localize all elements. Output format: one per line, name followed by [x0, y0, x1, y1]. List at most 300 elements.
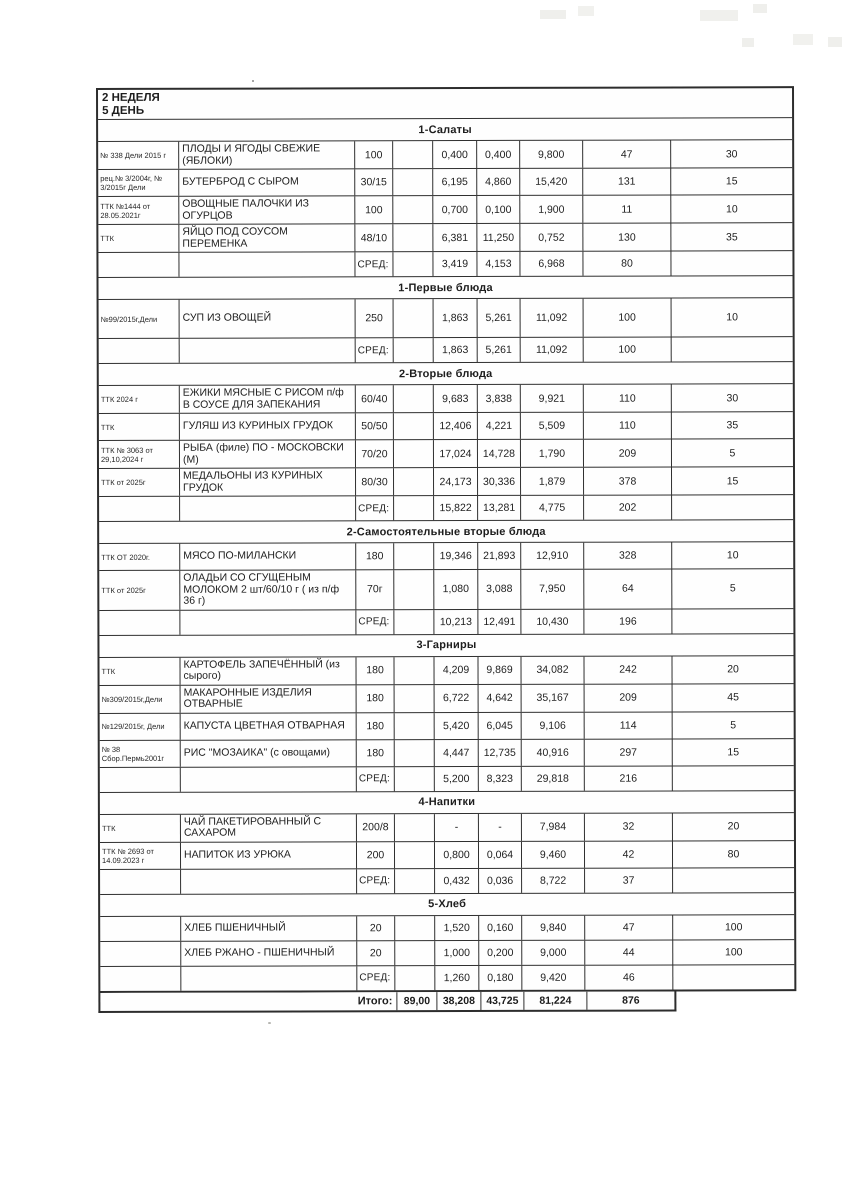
protein-cell: 6,195	[432, 169, 476, 195]
percent-cell: 5	[671, 439, 793, 466]
fat-cell: 4,221	[477, 413, 520, 439]
section-header-row	[99, 361, 793, 385]
recipe-ref-cell: ТТК	[101, 666, 116, 676]
spacer-cell	[394, 767, 434, 791]
percent-cell	[672, 868, 794, 892]
kcal-cell: 42	[584, 841, 672, 867]
totals-fat: 43,725	[480, 991, 523, 1009]
percent-cell: 30	[671, 384, 793, 411]
protein-cell: 4,209	[433, 657, 477, 684]
scan-artifact	[828, 37, 842, 47]
recipe-ref-cell: рец.№ 3/2004г, № 3/2015г Дели	[100, 173, 163, 192]
portion-cell: 100	[354, 196, 392, 223]
dish-name-cell	[179, 338, 355, 362]
carbs-cell: 40,916	[521, 739, 584, 765]
protein-cell: 0,700	[432, 196, 476, 223]
avg-kcal-cell: 100	[583, 337, 671, 361]
recipe-ref-cell: ТТК 2024 г	[100, 394, 138, 404]
portion-cell: 20	[356, 916, 394, 940]
dish-name-cell: РЫБА (филе) ПО - МОСКОВСКИ (М)	[179, 440, 355, 467]
carbs-cell: 34,082	[520, 656, 583, 683]
avg-label: СРЕД:	[356, 767, 394, 791]
day-label: 5 ДЕНЬ	[102, 104, 145, 117]
protein-cell: 1,000	[434, 941, 478, 965]
scan-artifact	[742, 38, 754, 47]
recipe-ref-cell: ТТК	[100, 233, 114, 243]
scan-artifact	[578, 6, 594, 16]
avg-label: СРЕД:	[356, 869, 394, 893]
dish-name-cell: СУП ИЗ ОВОЩЕЙ	[179, 299, 355, 337]
percent-cell: 100	[672, 940, 794, 964]
carbs-cell: 9,460	[521, 841, 584, 867]
kcal-cell: 242	[583, 656, 671, 683]
percent-cell: 10	[670, 195, 792, 222]
portion-cell: 50/50	[355, 413, 393, 439]
avg-carbs-cell: 11,092	[520, 338, 583, 362]
protein-cell: 4,447	[434, 740, 478, 766]
percent-cell: 10	[671, 298, 793, 336]
kcal-cell: 47	[584, 915, 672, 939]
percent-cell	[672, 766, 794, 790]
spacer-cell	[393, 657, 433, 684]
section	[99, 519, 793, 634]
totals-carbs: 81,224	[523, 991, 586, 1009]
kcal-cell: 297	[584, 739, 672, 765]
percent-cell: 5	[671, 569, 793, 608]
recipe-ref-cell	[99, 610, 179, 634]
fat-cell: 21,893	[477, 543, 520, 569]
avg-protein-cell: 10,213	[433, 610, 477, 634]
section-header-row	[99, 633, 793, 657]
recipe-ref-cell: ТТК	[100, 422, 115, 432]
percent-cell: 20	[672, 813, 794, 840]
portion-cell: 20	[356, 941, 394, 965]
fat-cell: 4,860	[476, 169, 519, 195]
percent-cell: 80	[672, 841, 794, 867]
dish-row	[98, 222, 792, 252]
dish-row	[98, 139, 792, 169]
protein-cell: 17,024	[433, 440, 477, 467]
fat-cell: 0,200	[478, 940, 521, 964]
average-row	[99, 336, 793, 363]
section	[99, 361, 793, 521]
spacer-cell	[392, 141, 432, 168]
recipe-ref-cell: ТТК ОТ 2020г.	[101, 552, 150, 562]
avg-label: СРЕД:	[356, 966, 394, 990]
dish-name-cell: ПЛОДЫ И ЯГОДЫ СВЕЖИЕ (ЯБЛОКИ)	[178, 141, 354, 168]
dish-name-cell: ХЛЕБ РЖАНО - ПШЕНИЧНЫЙ	[180, 941, 356, 965]
portion-cell: 80/30	[355, 468, 393, 495]
carbs-cell: 12,910	[520, 543, 583, 569]
carbs-cell: 5,509	[520, 413, 583, 439]
section	[98, 117, 792, 277]
avg-fat-cell: 5,261	[477, 338, 520, 362]
spacer-cell	[393, 413, 433, 439]
spacer-cell	[394, 916, 434, 940]
fat-cell: 5,261	[477, 299, 520, 337]
sections-container	[98, 117, 794, 990]
kcal-cell: 47	[582, 140, 670, 167]
spacer-cell	[392, 252, 432, 276]
portion-cell: 180	[355, 543, 393, 569]
spacer-cell	[394, 869, 434, 893]
dish-name-cell: ЯЙЦО ПОД СОУСОМ ПЕРЕМЕНКА	[178, 224, 354, 251]
scan-artifact	[540, 10, 566, 19]
carbs-cell: 1,790	[520, 440, 583, 467]
fat-cell: 3,088	[477, 570, 520, 609]
section-title: 1-Первые блюда	[398, 281, 493, 294]
scan-artifact	[700, 10, 738, 21]
scan-speck	[268, 1022, 271, 1024]
avg-fat-cell: 12,491	[477, 609, 520, 633]
fat-cell: 0,400	[476, 141, 519, 168]
protein-cell: 5,420	[434, 713, 478, 739]
avg-fat-cell: 8,323	[478, 766, 521, 790]
dish-row	[99, 438, 793, 468]
recipe-ref-cell	[100, 916, 180, 940]
dish-name-cell: ГУЛЯШ ИЗ КУРИНЫХ ГРУДОК	[179, 413, 355, 439]
spacer-cell	[392, 169, 432, 195]
fat-cell: 30,336	[477, 468, 520, 495]
portion-cell: 60/40	[355, 385, 393, 412]
spacer-cell	[394, 941, 434, 965]
scan-speck	[252, 80, 254, 82]
carbs-cell: 1,900	[519, 196, 582, 223]
fat-cell: 0,100	[476, 196, 519, 223]
carbs-cell: 11,092	[520, 299, 583, 337]
spacer-cell	[394, 685, 434, 712]
dish-name-cell	[180, 869, 356, 893]
recipe-ref-cell	[98, 253, 178, 277]
portion-cell: 180	[356, 713, 394, 739]
average-row	[100, 867, 794, 894]
spacer-cell	[394, 713, 434, 739]
fat-cell: 11,250	[476, 224, 519, 251]
spacer-cell	[393, 496, 433, 520]
recipe-ref-cell: ТТК от 2025г	[101, 477, 146, 487]
portion-cell: 200/8	[356, 814, 394, 841]
protein-cell: 0,800	[434, 842, 478, 868]
dish-row	[100, 711, 794, 740]
dish-name-cell: РИС "МОЗАИКА" (с овощами)	[180, 740, 356, 766]
dish-name-cell: БУТЕРБРОД С СЫРОМ	[178, 169, 354, 195]
avg-label: СРЕД:	[355, 338, 393, 362]
protein-cell: 0,400	[432, 141, 476, 168]
dish-name-cell	[178, 252, 354, 276]
carbs-cell: 0,752	[519, 224, 582, 251]
kcal-cell: 11	[582, 195, 670, 222]
protein-cell: 1,520	[434, 916, 478, 940]
spacer-cell	[393, 385, 433, 412]
spacer-cell	[394, 842, 434, 868]
fat-cell: 0,160	[478, 915, 521, 939]
recipe-ref-cell: №129/2015г, Дели	[101, 721, 165, 731]
protein-cell: 6,381	[432, 224, 476, 251]
percent-cell: 15	[672, 739, 794, 765]
kcal-cell: 328	[583, 542, 671, 568]
percent-cell: 5	[672, 712, 794, 738]
avg-carbs-cell: 8,722	[521, 868, 584, 892]
dish-row	[100, 812, 794, 842]
avg-protein-cell: 3,419	[432, 252, 476, 276]
carbs-cell: 1,879	[520, 468, 583, 495]
carbs-cell: 9,800	[519, 141, 582, 168]
avg-protein-cell: 0,432	[434, 869, 478, 893]
scan-artifact	[753, 4, 767, 13]
menu-table-block	[96, 86, 796, 1012]
carbs-cell: 9,921	[520, 385, 583, 412]
carbs-cell: 7,950	[520, 570, 583, 609]
dish-row	[99, 383, 793, 413]
dish-name-cell: МЯСО ПО-МИЛАНСКИ	[179, 543, 355, 569]
dish-row	[100, 840, 794, 869]
dish-row	[98, 167, 792, 196]
spacer-cell	[392, 224, 432, 251]
dish-name-cell: ОЛАДЬИ СО СГУЩЕНЫМ МОЛОКОМ 2 шт/60/10 г ( из п/ф 36 г)	[179, 570, 355, 609]
average-row	[100, 964, 794, 991]
totals-protein: 38,208	[436, 991, 480, 1009]
recipe-ref-cell: ТТК	[101, 823, 116, 833]
kcal-cell: 209	[584, 684, 672, 711]
recipe-ref-cell: ТТК № 2693 от 14.09.2023 г	[101, 846, 154, 865]
spacer-cell	[393, 338, 433, 362]
week-day-header-row	[98, 88, 792, 119]
totals-label: Итого:	[357, 994, 393, 1007]
avg-fat-cell: 0,180	[478, 965, 521, 989]
fat-cell: 3,838	[477, 385, 520, 412]
portion-cell: 200	[356, 842, 394, 868]
recipe-ref-cell	[99, 339, 179, 363]
kcal-cell: 209	[583, 439, 671, 466]
scan-artifact	[793, 34, 813, 45]
carbs-cell: 7,984	[521, 813, 584, 840]
portion-cell: 70г	[355, 570, 393, 609]
carbs-cell: 15,420	[519, 169, 582, 195]
kcal-cell: 131	[582, 168, 670, 194]
percent-cell	[671, 495, 793, 519]
protein-cell: 19,346	[433, 543, 477, 569]
recipe-ref-cell: № 38 Сбор.Пермь2001г	[101, 744, 165, 763]
dish-name-cell	[180, 767, 356, 791]
section-header-row	[99, 519, 793, 543]
dish-row	[99, 568, 793, 609]
avg-kcal-cell: 196	[583, 609, 671, 633]
kcal-cell: 32	[584, 813, 672, 840]
kcal-cell: 64	[583, 569, 671, 608]
dish-name-cell: НАПИТОК ИЗ УРЮКА	[180, 842, 356, 868]
protein-cell: 1,080	[433, 570, 477, 609]
kcal-cell: 378	[583, 467, 671, 494]
spacer-cell	[393, 570, 433, 609]
portion-cell: 180	[356, 685, 394, 712]
fat-cell: 4,642	[478, 684, 521, 711]
recipe-ref-cell: ТТК № 3063 от 29,10,2024 г	[100, 445, 153, 464]
spacer-cell	[393, 299, 433, 337]
dish-row	[99, 411, 793, 440]
totals-row	[98, 991, 676, 1013]
avg-fat-cell: 13,281	[477, 496, 520, 520]
spacer-cell	[394, 966, 434, 990]
totals-kcal: 876	[586, 991, 674, 1009]
recipe-ref-cell	[100, 966, 180, 990]
average-row	[98, 250, 792, 277]
percent-cell: 15	[671, 467, 793, 494]
avg-label: СРЕД:	[354, 252, 392, 276]
carbs-cell: 9,840	[521, 915, 584, 939]
recipe-ref-cell	[100, 941, 180, 965]
avg-fat-cell: 0,036	[478, 868, 521, 892]
protein-cell: 24,173	[433, 468, 477, 495]
dish-row	[100, 683, 794, 713]
kcal-cell: 110	[583, 384, 671, 411]
percent-cell: 45	[672, 684, 794, 711]
section	[99, 633, 793, 792]
spacer-cell	[393, 468, 433, 495]
avg-carbs-cell: 6,968	[519, 252, 582, 276]
recipe-ref-cell	[100, 869, 180, 893]
percent-cell: 15	[670, 168, 792, 194]
carbs-cell: 9,000	[521, 940, 584, 964]
recipe-ref-cell: №99/2015г,Дели	[100, 314, 158, 324]
avg-label: СРЕД:	[355, 496, 393, 520]
recipe-ref-cell: ТТК от 2025г	[101, 585, 146, 595]
spacer-cell	[394, 814, 434, 841]
totals-portion-sum: 89,00	[396, 992, 436, 1010]
section-header-row	[98, 117, 792, 141]
recipe-ref-cell: №309/2015г,Дели	[101, 694, 163, 704]
dish-name-cell: МАКАРОННЫЕ ИЗДЕЛИЯ ОТВАРНЫЕ	[180, 685, 356, 712]
average-row	[99, 608, 793, 635]
spacer-cell	[393, 610, 433, 634]
section	[98, 275, 792, 363]
protein-cell: 9,683	[433, 385, 477, 412]
fat-cell: 0,064	[478, 841, 521, 867]
dish-name-cell	[180, 966, 356, 990]
avg-kcal-cell: 202	[583, 495, 671, 519]
percent-cell: 20	[671, 656, 793, 683]
protein-cell: 1,863	[433, 299, 477, 337]
percent-cell	[672, 965, 794, 989]
portion-cell: 48/10	[354, 224, 392, 251]
avg-kcal-cell: 46	[584, 965, 672, 989]
dish-name-cell: ХЛЕБ ПШЕНИЧНЫЙ	[180, 916, 356, 940]
section-header-row	[98, 275, 792, 299]
section-title: 2-Вторые блюда	[398, 367, 493, 380]
avg-protein-cell: 15,822	[433, 496, 477, 520]
avg-protein-cell: 1,260	[434, 966, 478, 990]
dish-name-cell: ОВОЩНЫЕ ПАЛОЧКИ ИЗ ОГУРЦОВ	[178, 196, 354, 223]
dish-row	[98, 194, 792, 224]
section	[100, 790, 794, 894]
dish-row	[100, 939, 794, 966]
protein-cell: 6,722	[434, 685, 478, 712]
percent-cell: 35	[670, 223, 792, 250]
dish-row	[99, 655, 793, 685]
average-row	[99, 494, 793, 521]
dish-row	[100, 738, 794, 767]
percent-cell	[671, 337, 793, 361]
protein-cell: -	[434, 814, 478, 841]
dish-name-cell: МЕДАЛЬОНЫ ИЗ КУРИНЫХ ГРУДОК	[179, 468, 355, 495]
avg-label: СРЕД:	[355, 610, 393, 634]
section-title: 1-Салаты	[418, 123, 472, 136]
recipe-ref-cell: № 338 Дели 2015 г	[100, 150, 167, 160]
protein-cell: 12,406	[433, 413, 477, 439]
avg-protein-cell: 1,863	[433, 338, 477, 362]
percent-cell	[670, 251, 792, 275]
week-day-header-cell	[98, 88, 792, 119]
section-header-row	[100, 790, 794, 814]
kcal-cell: 100	[583, 298, 671, 336]
section-title: 2-Самостоятельные вторые блюда	[346, 525, 546, 538]
spacer-cell	[393, 543, 433, 569]
dish-name-cell: ЕЖИКИ МЯСНЫЕ С РИСОМ п/ф В СОУСЕ ДЛЯ ЗАПЕКАНИЯ	[179, 385, 355, 412]
avg-protein-cell: 5,200	[434, 767, 478, 791]
dish-row	[99, 466, 793, 496]
week-label: 2 НЕДЕЛЯ	[102, 91, 160, 104]
portion-cell: 30/15	[354, 169, 392, 195]
dish-row	[99, 541, 793, 570]
avg-carbs-cell: 29,818	[521, 766, 584, 790]
spacer-cell	[393, 440, 433, 467]
percent-cell: 30	[670, 140, 792, 167]
avg-kcal-cell: 216	[584, 766, 672, 790]
percent-cell	[671, 609, 793, 633]
section-title: 3-Гарниры	[416, 639, 477, 652]
kcal-cell: 110	[583, 412, 671, 438]
average-row	[100, 765, 794, 792]
dish-row	[99, 297, 793, 338]
recipe-ref-cell	[99, 497, 179, 521]
avg-fat-cell: 4,153	[476, 252, 519, 276]
dish-name-cell: ЧАЙ ПАКЕТИРОВАННЫЙ С САХАРОМ	[180, 814, 356, 841]
spacer-cell	[394, 740, 434, 766]
fat-cell: -	[478, 813, 521, 840]
fat-cell: 12,735	[478, 739, 521, 765]
avg-kcal-cell: 37	[584, 868, 672, 892]
fat-cell: 6,045	[478, 712, 521, 738]
portion-cell: 250	[355, 299, 393, 337]
portion-cell: 180	[355, 657, 393, 684]
section-header-row	[100, 892, 794, 916]
percent-cell: 35	[671, 412, 793, 438]
section-title: 5-Хлеб	[428, 898, 467, 911]
carbs-cell: 9,106	[521, 712, 584, 738]
recipe-ref-cell: ТТК №1444 от 28.05.2021г	[100, 201, 151, 220]
dish-row	[100, 914, 794, 941]
recipe-ref-cell	[100, 767, 180, 791]
kcal-cell: 114	[584, 712, 672, 738]
portion-cell: 100	[354, 141, 392, 168]
carbs-cell: 35,167	[521, 684, 584, 711]
dish-name-cell: КАРТОФЕЛЬ ЗАПЕЧЁННЫЙ (из сырого)	[179, 657, 355, 684]
spacer-cell	[392, 196, 432, 223]
fat-cell: 9,869	[477, 656, 520, 683]
fat-cell: 14,728	[477, 440, 520, 467]
percent-cell: 10	[671, 542, 793, 568]
kcal-cell: 130	[582, 223, 670, 250]
dish-name-cell	[179, 610, 355, 634]
menu-table	[96, 86, 796, 992]
avg-carbs-cell: 9,420	[521, 965, 584, 989]
avg-kcal-cell: 80	[582, 251, 670, 275]
avg-carbs-cell: 4,775	[520, 496, 583, 520]
section	[100, 892, 794, 991]
portion-cell: 70/20	[355, 440, 393, 467]
percent-cell: 100	[672, 915, 794, 939]
kcal-cell: 44	[584, 940, 672, 964]
avg-carbs-cell: 10,430	[520, 609, 583, 633]
